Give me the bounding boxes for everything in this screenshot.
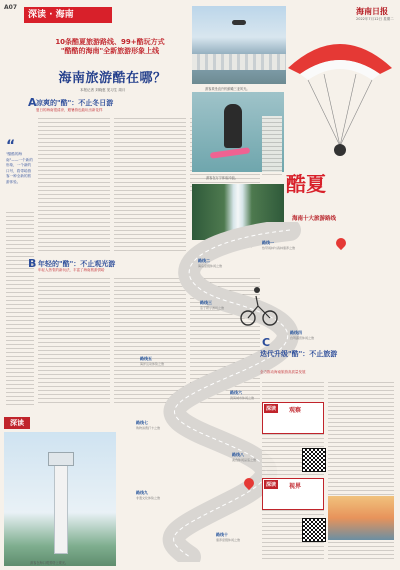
qr-code-icon bbox=[302, 448, 326, 472]
section-c-letter: C bbox=[262, 336, 271, 349]
caption-waterfall: 保亭呀诺达雨林文化旅游区瀑布景观。 bbox=[200, 244, 255, 248]
date-line: 2022年7月12日 星期二 bbox=[356, 17, 394, 21]
section-a-body bbox=[38, 116, 110, 254]
section-a-title: 凉爽的"酷"：不止冬日游 bbox=[36, 99, 114, 107]
route-label-5: 路线五 bbox=[140, 356, 152, 361]
route-label-2: 路线二 bbox=[198, 258, 210, 263]
byline: 本报记者 刘晓惠 见习生 周月 bbox=[80, 88, 126, 92]
parachute-canopy bbox=[288, 44, 392, 74]
tower-photo bbox=[4, 432, 116, 566]
masthead-logo: 海南日报 bbox=[356, 7, 388, 16]
route-desc-8: 美食休闲品鉴之旅 bbox=[232, 458, 257, 462]
route-label-1: 路线一 bbox=[262, 240, 274, 245]
kicker bbox=[30, 38, 190, 56]
section-a-subtitle: 夏日的海南很清凉，避暑游也能玩出新花样 bbox=[36, 108, 103, 112]
box-observe-tag: 深读 bbox=[266, 406, 277, 412]
section-b-letter: B bbox=[28, 257, 37, 270]
surfboard bbox=[210, 147, 250, 159]
cyclist-head bbox=[254, 287, 260, 293]
route-desc-7: 购物消费打卡之旅 bbox=[136, 426, 161, 430]
pullquote-body bbox=[6, 210, 37, 405]
caption-wakeboard: 游客在万宁体验冲浪。 bbox=[206, 176, 238, 180]
route-desc-4: 自驾露营休闲之旅 bbox=[290, 336, 315, 340]
box-observe bbox=[262, 402, 324, 434]
route-label-6: 路线六 bbox=[230, 390, 242, 395]
helicopter-icon bbox=[232, 20, 246, 25]
route-desc-1: 热带雨林与森林康养之旅 bbox=[262, 246, 296, 250]
parachute-graphic bbox=[284, 28, 396, 168]
section-a-letter: A bbox=[28, 96, 37, 109]
box-observe-title: 观察 bbox=[289, 407, 302, 414]
tower-top bbox=[48, 452, 74, 466]
section-b-title: 年轻的"酷"：不止观光游 bbox=[38, 260, 116, 268]
map-pin-icon bbox=[334, 236, 348, 250]
route-desc-2: 海岛度假休闲之旅 bbox=[198, 264, 223, 268]
qr-code-icon bbox=[302, 518, 326, 542]
section-c-subtitle: 全力推动海南旅游高质量发展 bbox=[260, 370, 306, 374]
graphic-intro bbox=[262, 116, 282, 176]
section-b-subtitle: 年轻人热衷的新玩法，丰富了海南旅游供给 bbox=[38, 268, 105, 272]
kicker-line-2: "酷酷的海南"全新旅游形象上线 bbox=[60, 47, 160, 55]
box-vision bbox=[262, 478, 324, 510]
graphic-subtitle: 海南十大旅游路线 bbox=[292, 216, 337, 222]
parasailer bbox=[334, 144, 346, 156]
page-number: A07 bbox=[4, 4, 17, 11]
box-vision-title: 视界 bbox=[289, 483, 302, 490]
route-desc-5: 海洋运动体验之旅 bbox=[140, 362, 165, 366]
route-desc-9: 非遗文化体验之旅 bbox=[136, 496, 161, 500]
caption-top-photo: 游客乘坐直升机俯瞰三亚风光。 bbox=[205, 87, 250, 91]
sunset-photo bbox=[328, 496, 394, 540]
route-label-10: 路线十 bbox=[216, 532, 228, 537]
tower-shaft bbox=[54, 462, 68, 554]
caption-tower: 游客在海口观景塔上观光。 bbox=[30, 561, 69, 565]
route-label-7: 路线七 bbox=[136, 420, 148, 425]
city-skyline bbox=[192, 54, 286, 70]
route-desc-10: 康养度假休闲之旅 bbox=[216, 538, 241, 542]
route-label-8: 路线八 bbox=[232, 452, 244, 457]
route-label-3: 路线三 bbox=[200, 300, 212, 305]
headline: 海南旅游酷在哪？ bbox=[58, 71, 167, 86]
kicker-line-1: 10条酷夏旅游路线、99+酷玩方式 bbox=[55, 38, 165, 46]
helicopter-photo bbox=[192, 6, 286, 84]
graphic-title: 酷夏 bbox=[286, 172, 326, 196]
section-b-body bbox=[38, 276, 110, 406]
route-desc-6: 滨海城市休闲之旅 bbox=[230, 396, 255, 400]
side-tab: 深读 bbox=[4, 417, 30, 429]
box-vision-tag: 深读 bbox=[266, 482, 277, 488]
route-desc-3: 亲子研学游玩之旅 bbox=[200, 306, 225, 310]
section-c-title: 迭代升级"酷"：不止旅游 bbox=[260, 350, 338, 358]
pullquote: "酷酷的海南"——一个新的形象，一个新的口号，将带给游客一种全新的旅游体验。 bbox=[6, 152, 33, 184]
route-label-4: 路线四 bbox=[290, 330, 302, 335]
quote-mark-icon: “ bbox=[6, 138, 16, 154]
surfer-figure bbox=[224, 104, 242, 148]
route-label-9: 路线九 bbox=[136, 490, 148, 495]
section-tag: 深读 · 海南 bbox=[24, 7, 112, 23]
